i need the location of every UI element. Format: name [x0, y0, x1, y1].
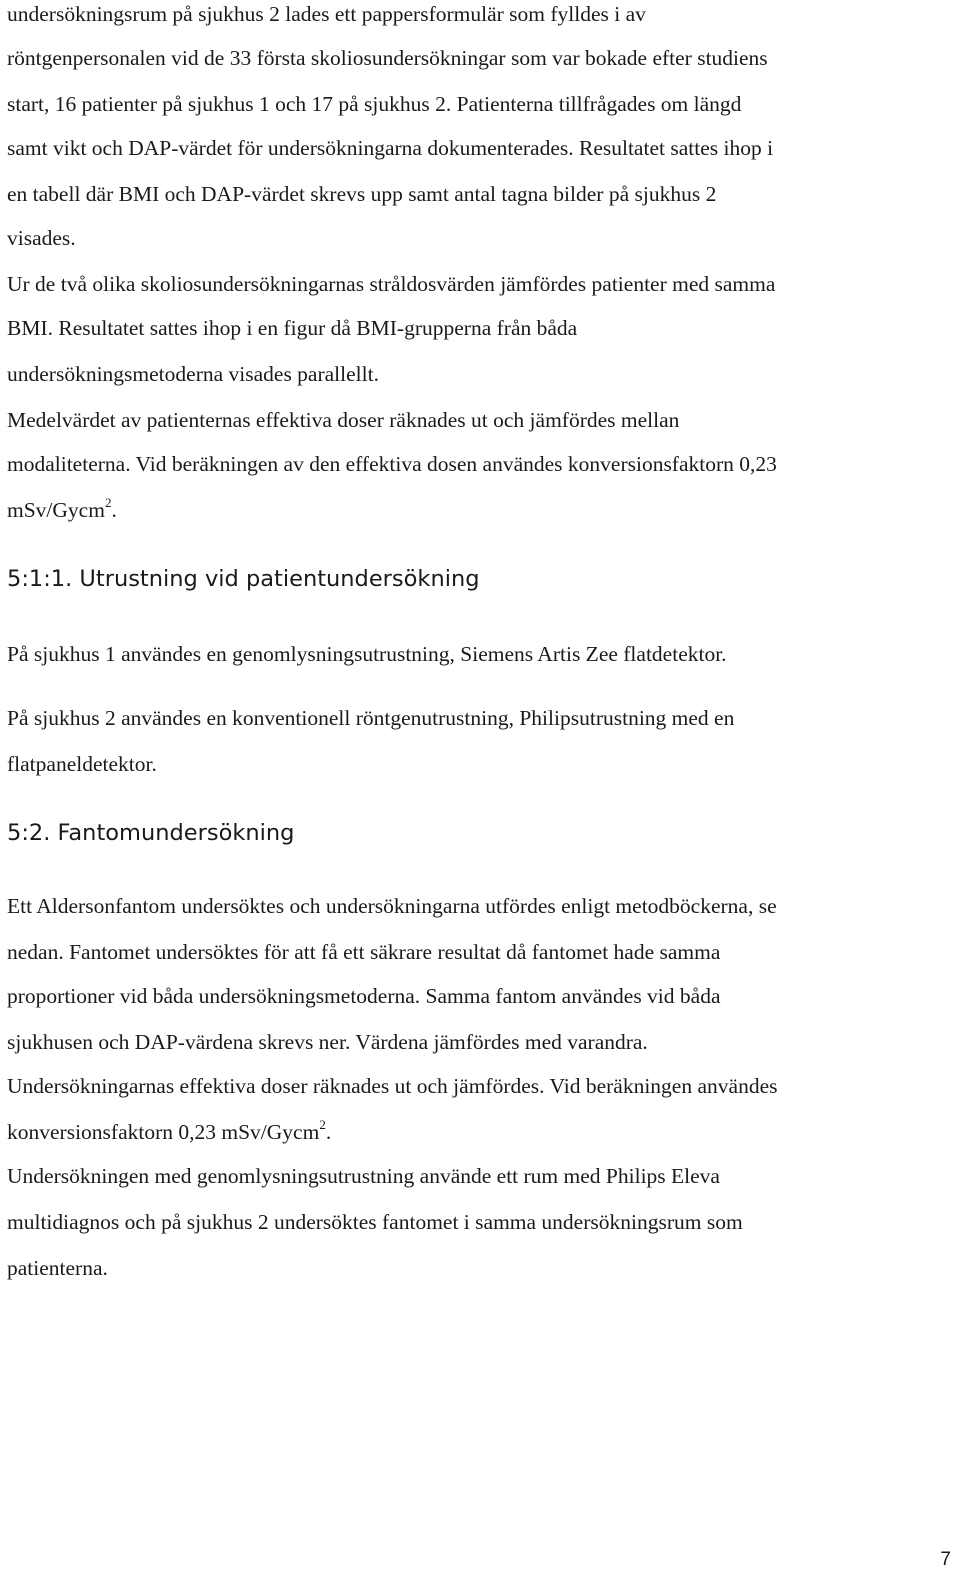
page-number: 7 [940, 1549, 951, 1570]
unit-line [7, 495, 117, 522]
text-line: start, 16 patienter på sjukhus 1 och 17 på sjukhus 2. Patienterna tillfrågades om längd [7, 92, 742, 116]
text-line: Ur de två olika skoliosundersökningarnas stråldosvärden jämfördes patienter med samma [7, 272, 776, 296]
text-line: undersökningsmetoderna visades parallellt. [7, 362, 379, 386]
superscript: 2 [104, 495, 112, 510]
text-line: Medelvärdet av patienternas effektiva doser räknades ut och jämfördes mellan [7, 408, 680, 432]
text-line: sjukhusen och DAP-värdena skrevs ner. Värdena jämfördes med varandra. [7, 1030, 648, 1054]
unit-line [7, 1117, 332, 1144]
unit-suffix: . [325, 1120, 332, 1144]
section-heading-5-2: 5:2. Fantomundersökning [7, 820, 295, 846]
unit-text: mSv/Gycm [7, 498, 105, 522]
text-line: nedan. Fantomet undersöktes för att få ett säkrare resultat då fantomet hade samma [7, 940, 721, 964]
unit-suffix: . [111, 498, 117, 522]
text-line: röntgenpersonalen vid de 33 första skoliosundersökningar som var bokade efter studiens [7, 46, 768, 70]
text-line: proportioner vid båda undersökningsmetoderna. Samma fantom användes vid båda [7, 984, 721, 1008]
unit-text: konversionsfaktorn 0,23 mSv/Gycm [7, 1120, 320, 1144]
text-line: Ett Aldersonfantom undersöktes och undersökningarna utfördes enligt metodböckerna, se [7, 894, 777, 918]
text-line: visades. [7, 226, 76, 250]
text-line: undersökningsrum på sjukhus 2 lades ett pappersformulär som fylldes i av [7, 2, 646, 26]
superscript: 2 [319, 1117, 326, 1132]
text-line: en tabell där BMI och DAP-värdet skrevs upp samt antal tagna bilder på sjukhus 2 [7, 182, 717, 206]
text-line: samt vikt och DAP-värdet för undersökningarna dokumenterades. Resultatet sattes ihop i [7, 136, 774, 160]
text-line: Undersökningarnas effektiva doser räknades ut och jämfördes. Vid beräkningen användes [7, 1074, 778, 1098]
text-line: flatpaneldetektor. [7, 752, 157, 776]
text-line: På sjukhus 1 användes en genomlysningsutrustning, Siemens Artis Zee flatdetektor. [7, 642, 727, 666]
text-line: multidiagnos och på sjukhus 2 undersöktes fantomet i samma undersökningsrum som [7, 1210, 743, 1234]
text-line: patienterna. [7, 1256, 108, 1280]
text-line: modaliteterna. Vid beräkningen av den effektiva dosen användes konversionsfaktorn 0,23 [7, 452, 777, 476]
section-heading-5-1-1: 5:1:1. Utrustning vid patientundersökning [7, 566, 480, 592]
text-line: Undersökningen med genomlysningsutrustning använde ett rum med Philips Eleva [7, 1164, 720, 1188]
text-line: BMI. Resultatet sattes ihop i en figur då BMI-grupperna från båda [7, 316, 578, 340]
text-line: På sjukhus 2 användes en konventionell röntgenutrustning, Philipsutrustning med en [7, 706, 735, 730]
